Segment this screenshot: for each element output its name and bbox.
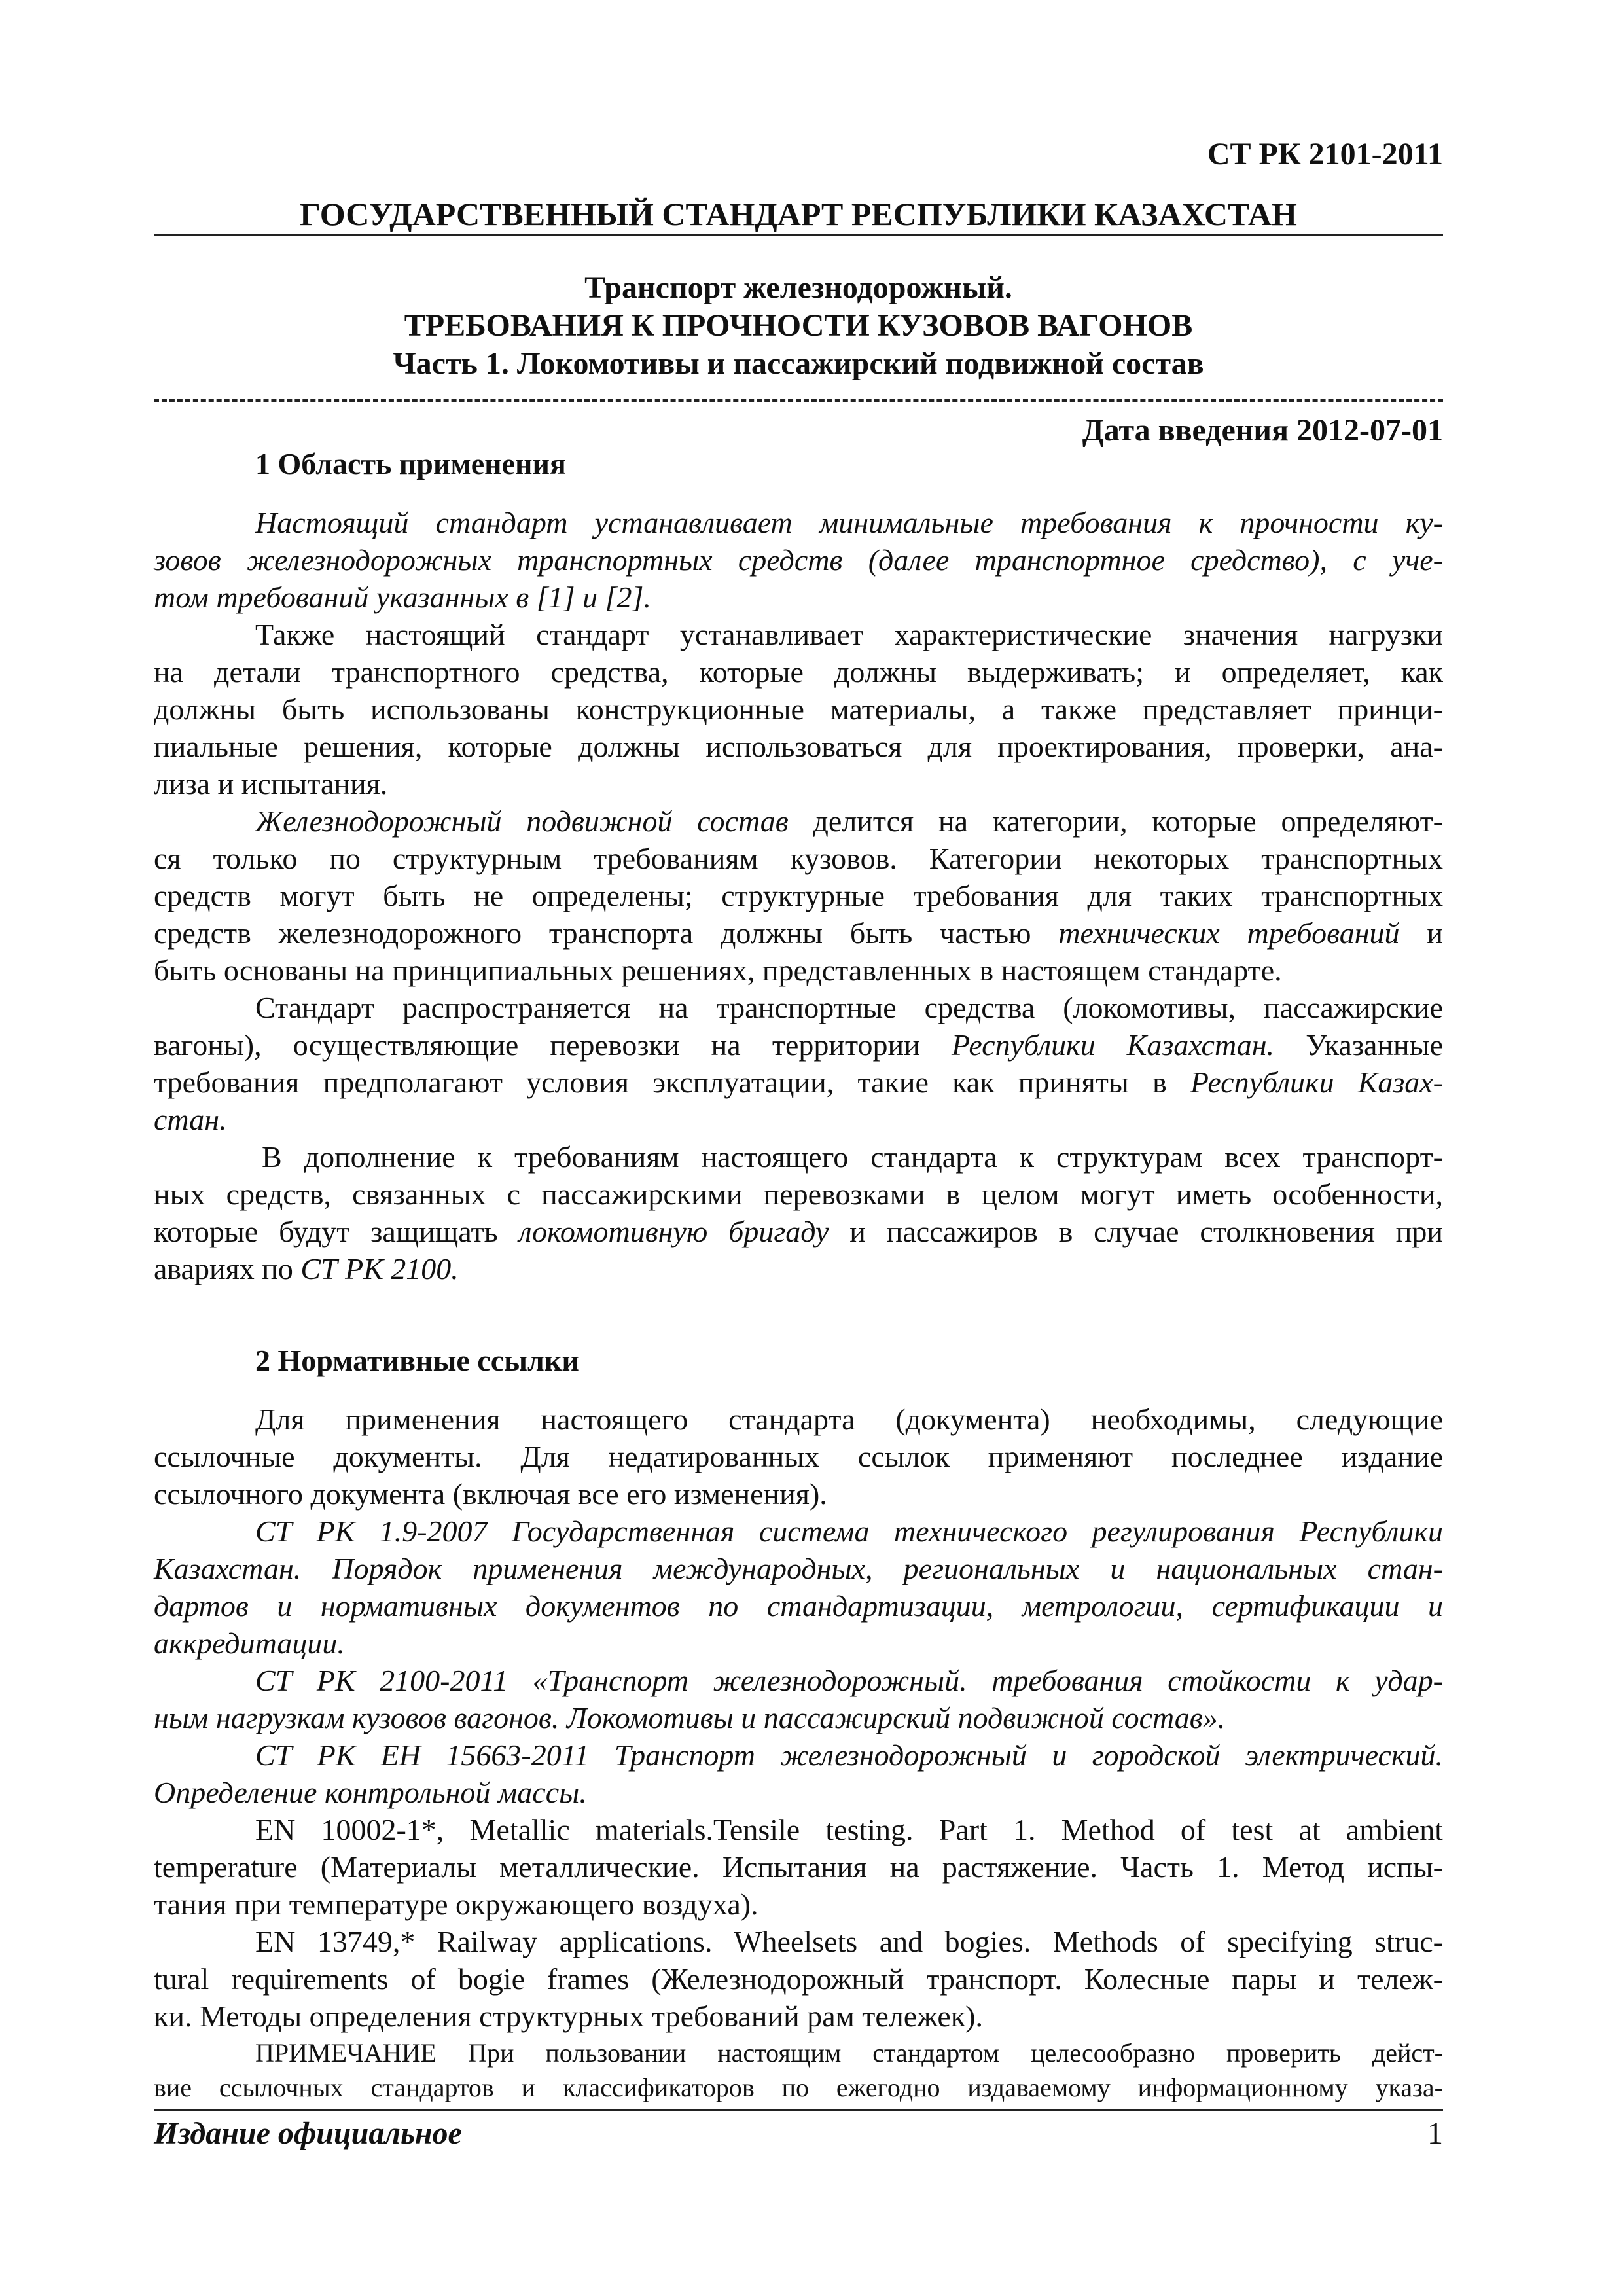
text-line: быть основаны на принципиальных решениях, представленных в настоящем стандарте. — [154, 954, 1282, 987]
text-run: и — [1399, 916, 1444, 950]
title-line-3: Часть 1. Локомотивы и пассажирский подвижной состав — [393, 346, 1204, 381]
text-line: ссылочные документы. Для недатированных ссылок применяют последнее издание — [154, 1440, 1443, 1473]
text-line: на детали транспортного средства, которые должны выдерживать; и определяет, как — [154, 655, 1443, 689]
page-number: 1 — [1427, 2116, 1443, 2151]
doc-code: СТ РК 2101-2011 — [1207, 137, 1443, 171]
text-line: EN 10002-1*, Metallic materials.Tensile testing. Part 1. Method of test at ambient — [255, 1813, 1443, 1846]
text-line: Настоящий стандарт устанавливает минимальные требования к прочности ку- — [255, 506, 1443, 539]
text-line — [154, 1064, 1443, 1101]
text-run: требования предполагают условия эксплуатации, такие как приняты в — [154, 1066, 1190, 1099]
text-line: ки. Методы определения структурных требований рам тележек). — [154, 2000, 983, 2033]
text-line: Определение контрольной массы. — [154, 1776, 587, 1809]
text-line: зовов железнодорожных транспортных средств (далее транспортное средство), с уче- — [154, 543, 1443, 577]
text-line: вие ссылочных стандартов и классификаторов по ежегодно издаваемому информационному указа- — [154, 2073, 1443, 2102]
text-line: средств могут быть не определены; структурные требования для таких транспортных — [154, 879, 1443, 912]
text-line — [154, 1250, 1443, 1287]
footer-rule — [154, 2109, 1443, 2111]
text-line: tural requirements of bogie frames (Железнодорожный транспорт. Колесные пары и тележ- — [154, 1962, 1443, 1996]
reference-en-13749 — [154, 1923, 1443, 2035]
italic-term: Республики Казах- — [1190, 1066, 1444, 1099]
text-run: и пассажиров в случае столкновения при — [829, 1215, 1443, 1248]
text-line — [154, 914, 1443, 952]
text-run: вагоны), осуществляющие перевозки на территории — [154, 1028, 952, 1062]
text-line: ных средств, связанных с пассажирскими перевозками в целом могут иметь особенности, — [154, 1177, 1443, 1211]
text-line: ным нагрузкам кузовов вагонов. Локомотивы и пассажирский подвижной состав». — [154, 1701, 1226, 1734]
intro-date: Дата введения 2012-07-01 — [1082, 413, 1443, 448]
s1-paragraph-5 — [154, 1138, 1443, 1287]
text-line: ссылочного документа (включая все его изменения). — [154, 1477, 827, 1511]
text-line — [154, 802, 1443, 840]
reference-st-rk-1-9 — [154, 1513, 1443, 1662]
section-2-heading: 2 Нормативные ссылки — [255, 1344, 579, 1377]
state-standard-title: ГОСУДАРСТВЕННЫЙ СТАНДАРТ РЕСПУБЛИКИ КАЗАХСТАН — [300, 196, 1297, 232]
text-line: Также настоящий стандарт устанавливает характеристические значения нагрузки — [255, 618, 1443, 651]
s1-paragraph-1 — [154, 504, 1443, 616]
s1-paragraph-4 — [154, 989, 1443, 1138]
reference-st-rk-en-15663 — [154, 1736, 1443, 1811]
text-run: авариях по — [154, 1252, 301, 1285]
text-line: СТ РК ЕН 15663-2011 Транспорт железнодорожный и городской электрический. — [255, 1738, 1443, 1772]
text-line: должны быть использованы конструкционные материалы, а также представляет принци- — [154, 692, 1443, 726]
text-line: ся только по структурным требованиям кузовов. Категории некоторых транспортных — [154, 842, 1443, 875]
s2-paragraph-1 — [154, 1401, 1443, 1513]
header-rule — [154, 234, 1443, 236]
text-line: тания при температуре окружающего воздуха). — [154, 1888, 758, 1921]
text-line: ПРИМЕЧАНИЕ При пользовании настоящим стандартом целесообразно проверить дейст- — [255, 2038, 1443, 2068]
text-run: Указанные — [1274, 1028, 1443, 1062]
text-line: стан. — [154, 1103, 227, 1136]
section-1-heading: 1 Область применения — [255, 447, 566, 480]
text-line: СТ РК 2100-2011 «Транспорт железнодорожный. требования стойкости к удар- — [255, 1664, 1443, 1697]
reference-en-10002 — [154, 1811, 1443, 1923]
title-rule — [154, 399, 1443, 402]
text-line: Для применения настоящего стандарта (документа) необходимы, следующие — [255, 1403, 1443, 1436]
italic-term: Республики Казахстан. — [951, 1028, 1275, 1062]
text-line: том требований указанных в [1] и [2]. — [154, 581, 651, 614]
text-line: EN 13749,* Railway applications. Wheelsets and bogies. Methods of specifying struc- — [255, 1925, 1443, 1958]
text-line — [154, 1026, 1443, 1064]
text-line: лиза и испытания. — [154, 767, 388, 800]
title-line-2: ТРЕБОВАНИЯ К ПРОЧНОСТИ КУЗОВОВ ВАГОНОВ — [404, 308, 1193, 343]
text-line: пиальные решения, которые должны использоваться для проектирования, проверки, ана- — [154, 730, 1443, 763]
text-line: дартов и нормативных документов по стандартизации, метрологии, сертификации и — [154, 1589, 1443, 1623]
text-run: делится на категории, которые определяют- — [788, 804, 1443, 838]
note — [154, 2036, 1443, 2105]
italic-term: технических требований — [1058, 916, 1400, 950]
italic-term: локомотивную бригаду — [518, 1215, 829, 1248]
text-line: СТ РК 1.9-2007 Государственная система технического регулирования Республики — [255, 1515, 1443, 1548]
text-run: средств железнодорожного транспорта должны быть частью — [154, 916, 1059, 950]
text-run: которые будут защищать — [154, 1215, 519, 1248]
text-line — [154, 1213, 1443, 1250]
text-line: Стандарт распространяется на транспортные средства (локомотивы, пассажирские — [255, 991, 1443, 1024]
title-line-1: Транспорт железнодорожный. — [584, 270, 1012, 305]
official-edition-label: Издание официальное — [154, 2116, 462, 2151]
s1-paragraph-3 — [154, 802, 1443, 989]
text-line: В дополнение к требованиям настоящего стандарта к структурам всех транспорт- — [262, 1140, 1443, 1174]
text-line: аккредитации. — [154, 1626, 345, 1660]
reference-st-rk-2100 — [154, 1662, 1443, 1736]
italic-term: СТ РК 2100. — [300, 1252, 459, 1285]
text-line: temperature (Материалы металлические. Испытания на растяжение. Часть 1. Метод испы- — [154, 1850, 1443, 1884]
text-line: Казахстан. Порядок применения международных, региональных и национальных стан- — [154, 1552, 1443, 1585]
s1-paragraph-2 — [154, 616, 1443, 802]
italic-term: Железнодорожный подвижной состав — [255, 804, 789, 838]
